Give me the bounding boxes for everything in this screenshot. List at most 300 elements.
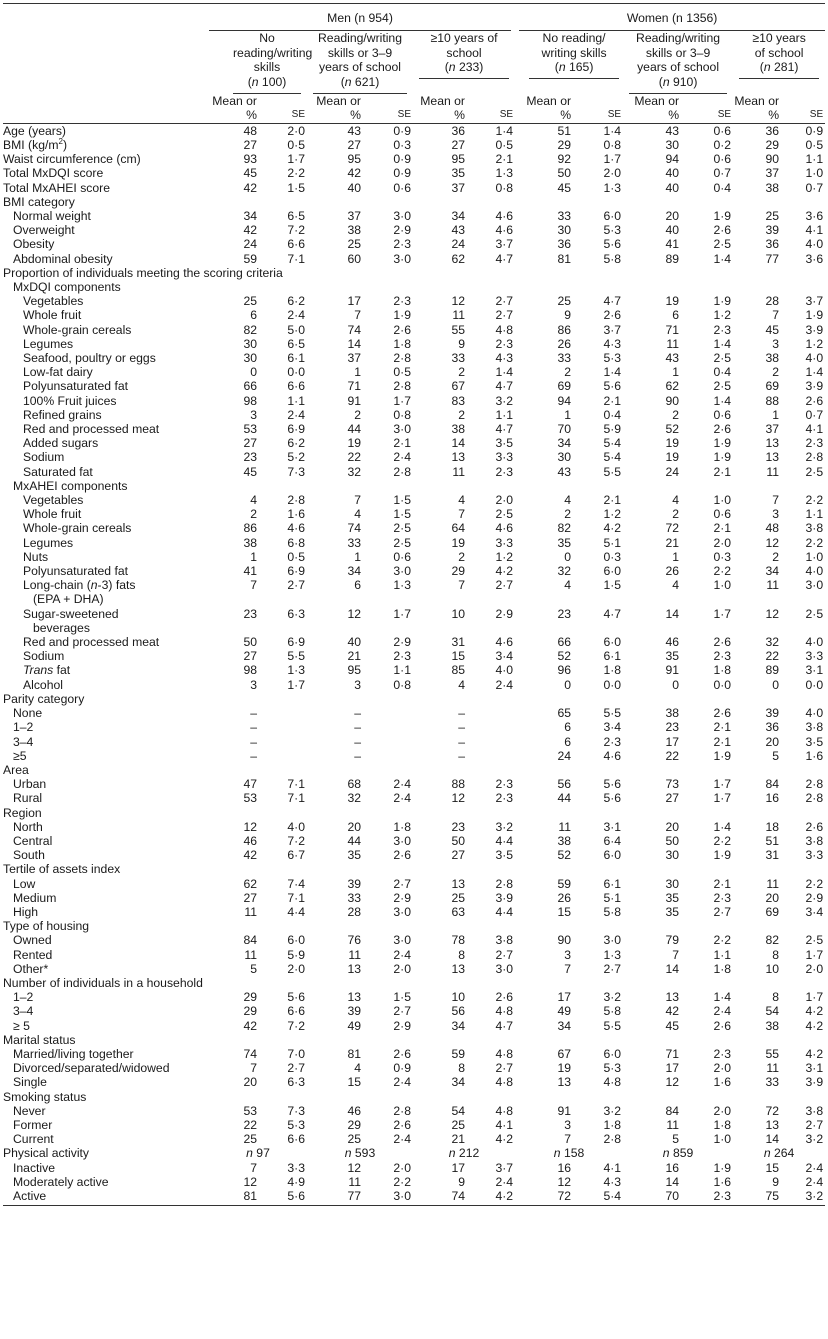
row-label: 3–4 xyxy=(13,734,34,749)
table-row xyxy=(3,763,825,777)
se-cell: 6·1 xyxy=(287,351,305,366)
table-row xyxy=(3,181,825,195)
mean-cell: 13 xyxy=(451,876,465,891)
se-cell xyxy=(257,806,307,820)
mean-cell: 34 xyxy=(243,208,257,223)
mean-cell: 6 xyxy=(250,308,257,323)
mean-cell: 7 xyxy=(772,493,780,508)
se-cell: 6·3 xyxy=(287,606,305,621)
se-cell: 5·8 xyxy=(603,251,622,266)
row-label: High xyxy=(13,904,39,919)
mean-cell: 17 xyxy=(557,990,572,1005)
mean-cell: 34 xyxy=(347,564,361,579)
se-cell: 2·2 xyxy=(805,493,824,508)
se-cell: 0·4 xyxy=(713,365,732,380)
se-cell: 2·0 xyxy=(393,961,411,976)
se-cell: 4·0 xyxy=(805,706,824,721)
se-cell xyxy=(361,763,413,777)
mean-cell: 3 xyxy=(772,336,780,351)
se-cell: 3·4 xyxy=(805,904,824,919)
mean-cell: 56 xyxy=(557,777,572,792)
se-cell: 1·3 xyxy=(393,578,411,593)
se-cell: 5·6 xyxy=(603,237,622,252)
se-cell: 4·3 xyxy=(603,336,622,351)
mean-cell xyxy=(307,976,361,990)
mean-cell xyxy=(733,280,779,294)
table-row xyxy=(3,1075,825,1089)
se-cell: 3·4 xyxy=(603,720,622,735)
se-cell xyxy=(257,919,307,933)
table-row xyxy=(3,706,825,720)
se-cell: 1·9 xyxy=(713,208,732,223)
mean-cell: – xyxy=(458,734,465,749)
se-cell xyxy=(257,692,307,706)
se-cell: 0·9 xyxy=(393,166,411,181)
mean-cell: 11 xyxy=(452,464,465,479)
se-cell: 2·2 xyxy=(393,1174,411,1189)
se-cell xyxy=(465,749,515,763)
se-cell: 5·5 xyxy=(603,706,622,721)
mean-cell: 14 xyxy=(665,961,680,976)
mean-cell xyxy=(413,806,465,820)
se-cell: 0·5 xyxy=(805,137,824,152)
mean-cell: 12 xyxy=(665,1075,680,1090)
mean-cell: 19 xyxy=(451,535,465,550)
mean-cell: 72 xyxy=(515,1189,571,1206)
mean-cell: 32 xyxy=(765,635,780,650)
se-cell xyxy=(779,1090,825,1104)
se-cell: 1·9 xyxy=(393,308,411,323)
table-row xyxy=(3,550,825,564)
se-cell: 3·6 xyxy=(805,251,824,266)
row-label: Legumes xyxy=(23,535,74,550)
se-cell: 2·8 xyxy=(805,450,824,465)
mean-cell: 73 xyxy=(665,777,680,792)
table-row xyxy=(3,678,825,692)
mean-cell: 21 xyxy=(347,649,361,664)
se-cell: 2·7 xyxy=(495,947,514,962)
se-cell: 3·7 xyxy=(603,322,622,337)
mean-cell: 20 xyxy=(243,1075,257,1090)
mean-cell xyxy=(623,266,679,280)
mean-cell: 83 xyxy=(451,393,465,408)
mean-cell: 11 xyxy=(452,308,465,323)
row-label: Low xyxy=(13,876,36,891)
table-row xyxy=(3,1146,825,1160)
mean-cell: 30 xyxy=(557,223,572,238)
se-cell: 4·8 xyxy=(495,1075,514,1090)
se-cell: 3·7 xyxy=(805,294,824,309)
row-label: Alcohol xyxy=(23,677,63,692)
se-cell: 4·6 xyxy=(603,748,622,763)
mean-cell: 4 xyxy=(672,578,680,593)
se-cell: 4·6 xyxy=(495,223,514,238)
mean-cell: 27 xyxy=(451,848,465,863)
mean-cell: 14 xyxy=(665,606,680,621)
table-row xyxy=(3,237,825,251)
mean-cell: 7 xyxy=(250,578,257,593)
mean-cell: 2 xyxy=(354,407,361,422)
mean-cell: 91 xyxy=(665,663,680,678)
mean-cell: 81 xyxy=(557,251,572,266)
mean-cell: 1 xyxy=(772,407,780,422)
mean-cell xyxy=(307,692,361,706)
mean-cell xyxy=(733,806,779,820)
mean-cell xyxy=(209,1090,257,1104)
mean-cell: 2 xyxy=(772,549,780,564)
table-row xyxy=(3,1175,825,1189)
se-cell: 3·3 xyxy=(805,848,824,863)
se-cell: 3·4 xyxy=(495,649,514,664)
mean-cell: 77 xyxy=(307,1189,361,1206)
mean-cell: 6 xyxy=(672,308,680,323)
se-cell: 1·8 xyxy=(713,663,732,678)
table-row xyxy=(3,280,825,294)
mean-cell: 52 xyxy=(557,649,572,664)
mean-cell: 6 xyxy=(564,734,572,749)
mean-cell: 10 xyxy=(451,606,465,621)
mean-cell: 30 xyxy=(665,876,680,891)
mean-cell: 4 xyxy=(458,677,465,692)
se-cell xyxy=(257,735,307,749)
mean-cell: 20 xyxy=(765,890,780,905)
se-cell xyxy=(779,1033,825,1047)
se-cell: 2·1 xyxy=(713,876,732,891)
mean-cell: 46 xyxy=(665,635,680,650)
mean-cell: 11 xyxy=(766,464,780,479)
se-cell: 2·6 xyxy=(603,308,622,323)
se-cell xyxy=(361,749,413,763)
se-cell: 7·2 xyxy=(287,223,305,238)
mean-cell: 48 xyxy=(765,521,780,536)
table-row xyxy=(3,436,825,450)
table-row xyxy=(3,308,825,322)
mean-cell xyxy=(623,976,679,990)
se-cell xyxy=(257,195,307,209)
mean-cell: 38 xyxy=(347,223,361,238)
se-cell: 5·1 xyxy=(603,535,622,550)
mean-cell: 13 xyxy=(451,450,465,465)
mean-cell: 4 xyxy=(250,493,257,508)
se-cell: 4·4 xyxy=(495,904,514,919)
se-cell: 2·0 xyxy=(393,1160,411,1175)
mean-cell: 66 xyxy=(243,379,257,394)
mean-cell: 62 xyxy=(243,876,257,891)
se-cell: 0·3 xyxy=(713,549,732,564)
row-label: Marital status xyxy=(3,1032,76,1047)
mean-cell xyxy=(623,862,679,876)
se-cell: 6·0 xyxy=(287,933,305,948)
se-cell: 2·9 xyxy=(393,1018,411,1033)
se-cell: 0·6 xyxy=(713,507,732,522)
mean-cell: 33 xyxy=(347,535,361,550)
mean-cell: 22 xyxy=(347,450,361,465)
table-row xyxy=(3,649,825,663)
mean-cell: 59 xyxy=(243,251,257,266)
table-row xyxy=(3,166,825,180)
table-row xyxy=(3,408,825,422)
se-cell: 2·3 xyxy=(495,791,514,806)
se-cell: 5·6 xyxy=(603,777,622,792)
se-column-header: SE xyxy=(779,94,825,124)
mean-cell: 37 xyxy=(765,422,780,437)
mean-cell: 3 xyxy=(354,677,361,692)
mean-cell: 30 xyxy=(665,137,680,152)
se-cell: 6·6 xyxy=(287,237,305,252)
se-cell xyxy=(571,919,623,933)
se-cell: 3·0 xyxy=(393,208,411,223)
se-cell: 1·4 xyxy=(603,123,622,138)
row-label: 3–4 xyxy=(13,1004,34,1019)
mean-cell: 10 xyxy=(451,990,465,1005)
mean-cell: 91 xyxy=(347,393,361,408)
se-cell: 2·1 xyxy=(713,734,732,749)
table-body xyxy=(3,123,825,1205)
row-label: ≥ 5 xyxy=(13,1018,30,1033)
se-cell: 5·1 xyxy=(603,890,622,905)
mean-cell: 40 xyxy=(665,223,680,238)
se-cell xyxy=(779,763,825,777)
row-label: MxDQI components xyxy=(13,280,121,294)
mean-cell: 33 xyxy=(451,351,465,366)
mean-cell: 19 xyxy=(665,436,680,451)
mean-cell: 34 xyxy=(451,208,465,223)
n-count-cell: n 97 xyxy=(246,1146,270,1161)
se-cell: 2·4 xyxy=(713,1004,732,1019)
se-cell xyxy=(679,806,733,820)
mean-cell: 4 xyxy=(564,578,572,593)
row-label: BMI $(kg/m^2)$ xyxy=(3,136,68,152)
mean-cell: 27 xyxy=(243,436,257,451)
se-cell: 1·7 xyxy=(287,677,305,692)
mean-cell: 31 xyxy=(765,848,780,863)
row-label: Sodium xyxy=(23,649,65,664)
mean-cell: 9 xyxy=(458,336,465,351)
se-cell: 2·0 xyxy=(713,1061,732,1076)
row-label: Seafood, poultry or eggs xyxy=(23,351,156,366)
se-cell: 1·1 xyxy=(805,152,824,167)
mean-cell: 24 xyxy=(243,237,257,252)
se-cell: 0·6 xyxy=(393,180,411,195)
se-cell: 2·8 xyxy=(393,464,411,479)
mean-cell: 11 xyxy=(766,876,780,891)
se-cell xyxy=(361,976,413,990)
mean-cell: 14 xyxy=(451,436,465,451)
row-label: Single xyxy=(13,1075,47,1090)
se-cell: 4·4 xyxy=(287,904,305,919)
se-cell: 0·0 xyxy=(805,677,824,692)
se-cell: 7·1 xyxy=(287,251,305,266)
se-cell: 6·0 xyxy=(603,564,622,579)
se-cell: 1·6 xyxy=(713,1174,732,1189)
row-label: Vegetables xyxy=(23,493,84,508)
table-row xyxy=(3,138,825,152)
mean-cell: 2 xyxy=(250,507,257,522)
se-cell: 0·8 xyxy=(495,180,514,195)
se-cell: 6·6 xyxy=(287,1004,305,1019)
se-cell xyxy=(465,763,515,777)
mean-cell: 50 xyxy=(243,635,257,650)
mean-cell: 25 xyxy=(451,1117,465,1132)
se-cell: 4·7 xyxy=(495,422,514,437)
mean-cell: 38 xyxy=(765,351,780,366)
se-cell: 2·5 xyxy=(713,351,732,366)
se-cell: 3·2 xyxy=(805,1132,824,1147)
se-column-header: SE xyxy=(679,94,733,124)
mean-cell xyxy=(209,862,257,876)
mean-cell xyxy=(413,976,465,990)
mean-cell: 84 xyxy=(243,933,257,948)
se-cell: 3·7 xyxy=(495,237,514,252)
mean-cell: 40 xyxy=(347,635,361,650)
mean-cell xyxy=(515,692,571,706)
table-row xyxy=(3,905,825,919)
mean-cell: 56 xyxy=(451,1004,465,1019)
row-label: Refined grains xyxy=(23,407,102,422)
table-row xyxy=(3,976,825,990)
se-cell: 3·1 xyxy=(603,819,622,834)
mean-cell: 70 xyxy=(557,422,572,437)
table-row xyxy=(3,1033,825,1047)
se-cell: 4·7 xyxy=(603,294,622,309)
se-cell: 6·9 xyxy=(287,564,305,579)
mean-cell: 8 xyxy=(772,990,780,1005)
mean-cell xyxy=(623,919,679,933)
se-cell: 2·3 xyxy=(713,649,732,664)
mean-cell: 45 xyxy=(243,464,257,479)
se-cell: 4·2 xyxy=(805,1004,824,1019)
se-cell: 2·8 xyxy=(805,791,824,806)
se-cell xyxy=(779,280,825,294)
se-cell: 2·7 xyxy=(495,1061,514,1076)
mean-cell: 12 xyxy=(451,791,465,806)
row-label: Sodium xyxy=(23,450,65,465)
se-cell: 4·2 xyxy=(465,1189,515,1206)
se-cell: 2·4 xyxy=(393,1132,411,1147)
mean-cell: 42 xyxy=(243,180,257,195)
mean-cell: 12 xyxy=(765,535,780,550)
se-cell: 0·0 xyxy=(603,677,622,692)
n-count-cell: n 212 xyxy=(448,1146,480,1161)
mean-cell: 3 xyxy=(250,677,257,692)
mean-cell: 1 xyxy=(672,365,680,380)
mean-cell xyxy=(733,919,779,933)
women-group-header: Women (n 1356) xyxy=(626,11,718,25)
se-cell: 0·6 xyxy=(713,152,732,167)
se-cell xyxy=(779,266,825,280)
se-cell: 4·7 xyxy=(603,606,622,621)
mean-cell: 5 xyxy=(672,1132,680,1147)
data-table xyxy=(3,3,825,1206)
n-count-cell: n 593 xyxy=(344,1146,376,1161)
mean-cell: 36 xyxy=(765,123,780,138)
se-cell: 0·9 xyxy=(393,1061,411,1076)
se-cell: 3·2 xyxy=(779,1189,825,1206)
se-cell: 2·0 xyxy=(495,493,514,508)
table-row xyxy=(3,663,825,677)
se-cell: 2·2 xyxy=(713,833,732,848)
se-cell: 5·4 xyxy=(603,450,622,465)
se-cell xyxy=(361,1033,413,1047)
mean-cell xyxy=(733,195,779,209)
mean-cell: 39 xyxy=(765,223,780,238)
table-row xyxy=(3,990,825,1004)
se-cell: 2·7 xyxy=(393,1004,411,1019)
se-cell: 0·6 xyxy=(713,407,732,422)
se-cell: 1·1 xyxy=(805,507,824,522)
mean-cell: 62 xyxy=(451,251,465,266)
se-cell: 1·7 xyxy=(805,990,824,1005)
se-cell: 4·0 xyxy=(805,351,824,366)
se-cell xyxy=(679,862,733,876)
se-cell: 2·8 xyxy=(495,876,514,891)
se-cell: 1·0 xyxy=(713,578,732,593)
se-cell: 3·0 xyxy=(393,904,411,919)
se-cell: 2·1 xyxy=(713,521,732,536)
mean-cell: 37 xyxy=(347,208,361,223)
mean-column-header: Mean or % xyxy=(209,94,257,124)
mean-cell: 2 xyxy=(672,507,680,522)
se-cell: 3·5 xyxy=(495,848,514,863)
row-label: Active xyxy=(3,1189,209,1206)
mean-cell: 13 xyxy=(665,990,680,1005)
se-cell: 3·0 xyxy=(393,422,411,437)
mean-cell: 2 xyxy=(772,365,780,380)
se-cell xyxy=(465,806,515,820)
table-row xyxy=(3,877,825,891)
mean-cell: 17 xyxy=(347,294,361,309)
table-row xyxy=(3,919,825,933)
mean-cell: 1 xyxy=(672,549,680,564)
row-label: Inactive xyxy=(13,1160,56,1175)
se-cell: 3·9 xyxy=(805,322,824,337)
row-label: Rural xyxy=(13,791,43,806)
mean-cell: 11 xyxy=(666,1117,680,1132)
se-cell: 5·6 xyxy=(257,1189,307,1206)
mean-cell: 31 xyxy=(451,635,465,650)
mean-cell xyxy=(515,806,571,820)
mean-cell: 2 xyxy=(458,549,465,564)
mean-cell xyxy=(209,919,257,933)
se-cell: 1·4 xyxy=(713,819,732,834)
mean-cell: 33 xyxy=(557,351,572,366)
mean-cell: 81 xyxy=(209,1189,257,1206)
se-cell: 6·0 xyxy=(603,635,622,650)
mean-cell: 0 xyxy=(672,677,680,692)
mean-cell xyxy=(733,1090,779,1104)
se-cell: 2·8 xyxy=(287,493,305,508)
se-cell: 2·6 xyxy=(393,1117,411,1132)
se-cell: 2·0 xyxy=(805,961,824,976)
mean-cell: 39 xyxy=(765,706,780,721)
table-row xyxy=(3,692,825,706)
se-cell: 7·1 xyxy=(287,791,305,806)
se-cell: 6·1 xyxy=(603,876,622,891)
se-cell: 4·2 xyxy=(495,1132,514,1147)
se-cell xyxy=(361,919,413,933)
se-cell: 2·5 xyxy=(495,507,514,522)
row-label: Obesity xyxy=(13,237,55,252)
se-column-header: SE xyxy=(257,94,307,124)
mean-cell: 3 xyxy=(564,947,572,962)
se-cell: 6·3 xyxy=(287,1075,305,1090)
se-cell: 1·8 xyxy=(603,663,622,678)
se-cell: 2·4 xyxy=(393,1075,411,1090)
se-cell: 2·3 xyxy=(713,1046,732,1061)
mean-cell: 35 xyxy=(665,649,680,664)
mean-cell: 5 xyxy=(250,961,257,976)
se-cell xyxy=(465,195,515,209)
